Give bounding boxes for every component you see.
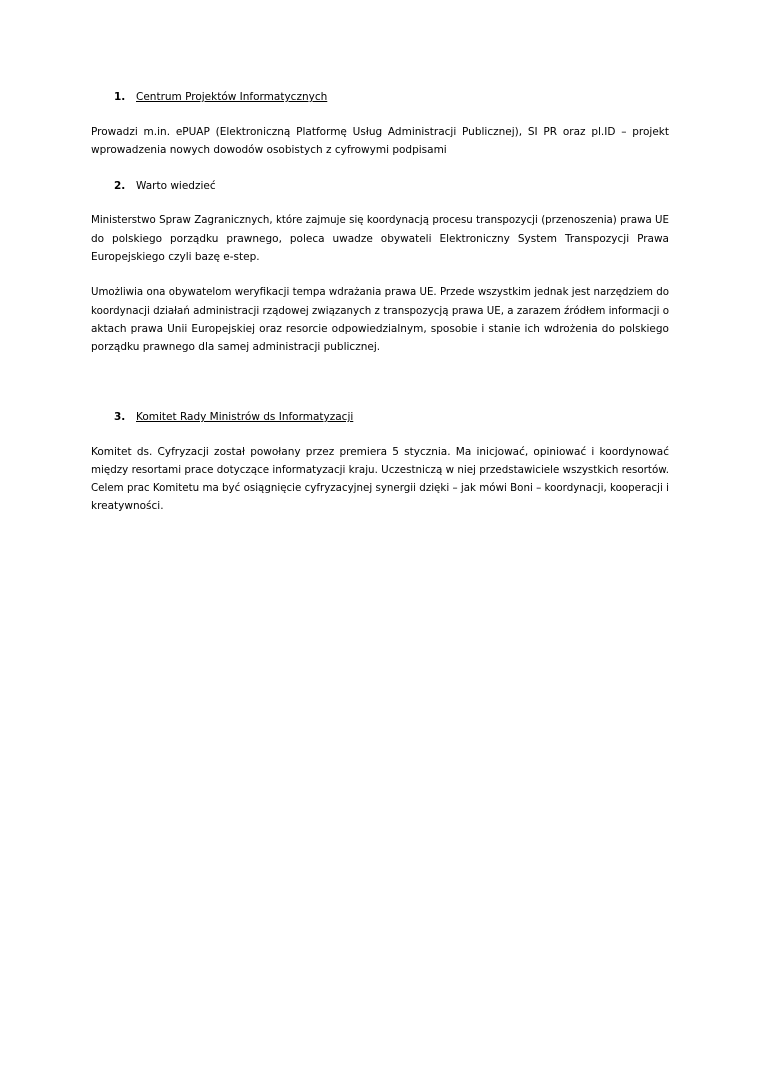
section-2-title: Warto wiedzieć — [136, 180, 216, 192]
paragraph-line: Umożliwia ona obywatelom weryfikacji tempa wdrażania prawa UE. Przede wszystkim jednak jest narzędziem do — [91, 287, 669, 298]
paragraph-line: Celem prac Komitetu ma być osiągnięcie cyfryzacyjnej synergii dzięki – jak mówi Boni – koordynacji, kooperacji i — [91, 482, 669, 494]
paragraph-line: kreatywności. — [91, 500, 164, 512]
section-1-title: Centrum Projektów Informatycznych — [136, 91, 328, 103]
section-1-heading — [114, 90, 327, 104]
paragraph-line: wprowadzenia nowych dowodów osobistych z cyfrowymi podpisami — [91, 144, 447, 156]
section-1-number: 1. — [114, 91, 126, 103]
paragraph-line: Komitet ds. Cyfryzacji został powołany przez premiera 5 stycznia. Ma inicjować, opiniować i koordynować — [91, 446, 669, 458]
paragraph-line: Prowadzi m.in. ePUAP (Elektroniczną Platformę Usług Administracji Publicznej), SI PR oraz pl.ID – projekt — [91, 126, 669, 138]
paragraph-line: Europejskiego czyli bazę e-step. — [91, 251, 260, 263]
paragraph-line: aktach prawa Unii Europejskiej oraz resorcie odpowiedzialnym, sposobie i stanie ich wdrożenia do polskiego — [91, 323, 669, 335]
section-2-number: 2. — [114, 180, 126, 192]
section-3-title: Komitet Rady Ministrów ds Informatyzacji — [136, 411, 354, 423]
section-2-heading — [114, 179, 216, 193]
paragraph-line: porządku prawnego dla samej administracji publicznej. — [91, 341, 381, 353]
section-3-heading — [114, 410, 353, 424]
section-2-paragraph-2 — [91, 284, 669, 356]
section-1-paragraph-1 — [91, 123, 669, 159]
section-3-number: 3. — [114, 411, 126, 423]
paragraph-line: Ministerstwo Spraw Zagranicznych, które zajmuje się koordynacją procesu transpozycji (przenoszenia) prawa UE — [91, 215, 669, 226]
paragraph-line: koordynacji działań administracji rządowej związanych z transpozycją prawa UE, a zarazem źródłem informacji o — [91, 305, 669, 317]
paragraph-line: do polskiego porządku prawnego, poleca uwadze obywateli Elektroniczny System Transpozycji Prawa — [91, 233, 669, 245]
section-3-paragraph-1 — [91, 443, 669, 515]
paragraph-line: między resortami prace dotyczące informatyzacji kraju. Uczestniczą w niej przedstawiciele wszystkich resortów. — [91, 464, 669, 476]
section-2-paragraph-1 — [91, 212, 669, 266]
